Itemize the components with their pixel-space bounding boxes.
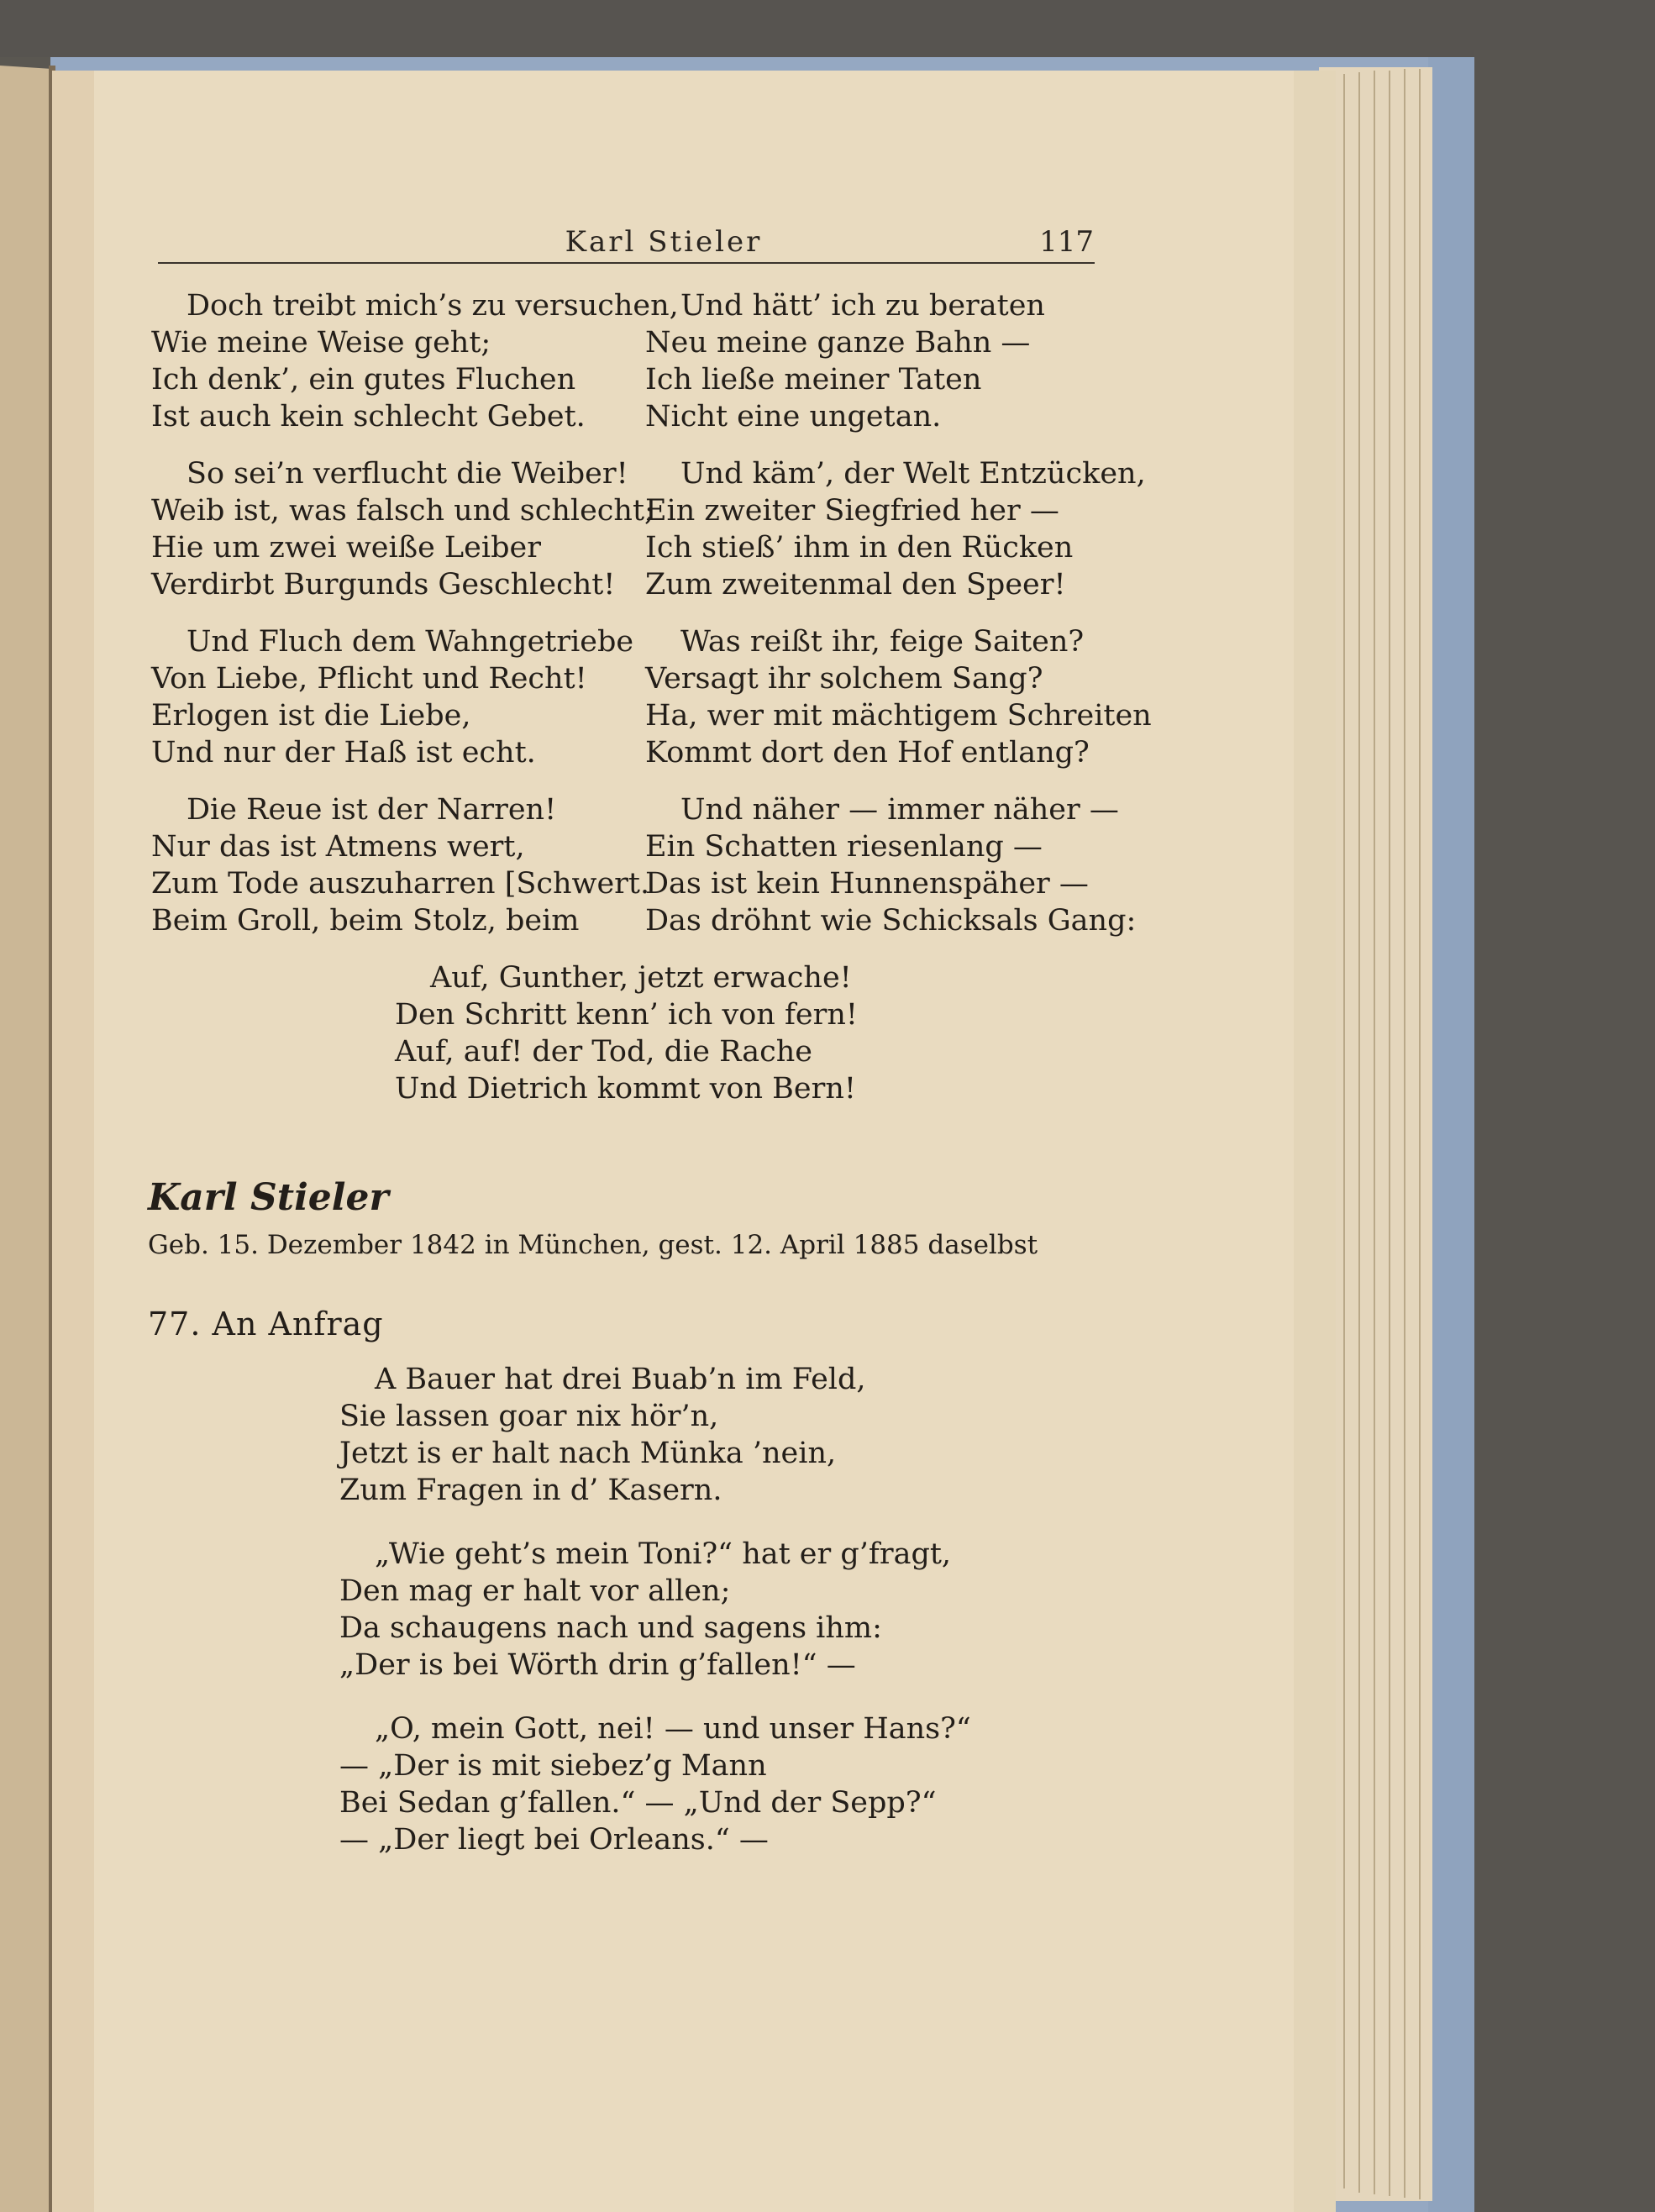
verse-line: Und käm’, der Welt Entzücken, [680,457,1146,491]
verse-line: Und hätt’ ich zu beraten [680,289,1045,323]
stanza [151,287,679,455]
verse-line: Und Dietrich kommt von Bern! [395,1072,856,1106]
verse-line: Zum Tode auszuharren [Schwert. [151,867,650,901]
verse-line: Weib ist, was falsch und schlecht; [151,494,654,528]
verse-line: Die Reue ist der Narren! [187,793,557,827]
verse-line: Neu meine ganze Bahn — [645,326,1031,360]
verse-line: Hie um zwei weiße Leiber [151,531,541,565]
author-biography: Geb. 15. Dezember 1842 in München, gest. 12. April 1885 daselbst [148,1230,1038,1260]
closing-stanza [395,959,983,1107]
verse-line: Den Schritt kenn’ ich von fern! [395,998,858,1032]
verse-line: Beim Groll, beim Stolz, beim [151,904,580,938]
verse-line: Und nur der Haß ist echt. [151,736,536,770]
page-number: 117 [1039,225,1094,259]
verse-line: Doch treibt mich’s zu versuchen, [187,289,679,323]
stanza [151,623,634,791]
stanza [151,455,654,623]
author-heading: Karl Stieler [148,1176,389,1219]
verse-line: Verdirbt Burgunds Geschlecht! [151,568,616,602]
verse-line: Und Fluch dem Wahngetriebe [187,625,634,659]
verse-line: „O, mein Gott, nei! — und unser Hans?“ [375,1712,971,1746]
verse-line: Zum Fragen in d’ Kasern. [339,1474,722,1507]
header-rule [158,262,1095,264]
verse-line: „Wie geht’s mein Toni?“ hat er g’fragt, [375,1537,952,1571]
stanza [151,791,650,959]
verse-line: Und näher — immer näher — [680,793,1119,827]
stanza [645,455,1146,623]
verse-line: Ha, wer mit mächtigem Schreiten [645,699,1152,733]
verse-line: Auf, auf! der Tod, die Rache [395,1035,812,1069]
verse-line: Ein Schatten riesenlang — [645,830,1043,864]
verse-line: Auf, Gunther, jetzt erwache! [430,961,852,995]
verse-line: Kommt dort den Hof entlang? [645,736,1090,770]
verse-line: — „Der liegt bei Orleans.“ — [339,1823,769,1857]
verse-line: Da schaugens nach und sagens ihm: [339,1611,882,1645]
verse-line: Bei Sedan g’fallen.“ — „Und der Sepp?“ [339,1786,937,1820]
left-page [0,66,52,2212]
verse-line: A Bauer hat drei Buab’n im Feld, [375,1363,866,1396]
verse-line: Nur das ist Atmens wert, [151,830,525,864]
running-title: Karl Stieler [565,225,763,259]
verse-line: Ich denk’, ein gutes Fluchen [151,363,576,397]
verse-line: Jetzt is er halt nach Münka ’nein, [339,1437,837,1470]
verse-line: Ein zweiter Siegfried her — [645,494,1059,528]
verse-line: Ich ließe meiner Taten [645,363,982,397]
verse-line: Das dröhnt wie Schicksals Gang: [645,904,1137,938]
poem-body [339,1361,1062,1885]
poem-title: 77. An Anfrag [148,1306,384,1342]
stanza [339,1536,1062,1710]
verse-line: Ich stieß’ ihm in den Rücken [645,531,1074,565]
verse-line: Von Liebe, Pflicht und Recht! [151,662,587,696]
verse-line: Den mag er halt vor allen; [339,1574,731,1608]
stanza [339,1361,1062,1536]
verse-line: Nicht eine ungetan. [645,400,942,433]
verse-line: Versagt ihr solchem Sang? [645,662,1043,696]
stanza [645,287,1116,455]
verse-line: So sei’n verflucht die Weiber! [187,457,628,491]
verse-line: Zum zweitenmal den Speer! [645,568,1066,602]
stanza [645,623,1152,791]
stanza [339,1710,1062,1885]
verse-line: Erlogen ist die Liebe, [151,699,471,733]
verse-line: Das ist kein Hunnenspäher — [645,867,1089,901]
verse-line: Was reißt ihr, feige Saiten? [680,625,1085,659]
verse-line: Sie lassen goar nix hör’n, [339,1400,719,1433]
verse-line: Wie meine Weise geht; [151,326,491,360]
verse-line: „Der is bei Wörth drin g’fallen!“ — [339,1648,856,1682]
left-column [151,287,679,959]
verse-line: — „Der is mit siebez’g Mann [339,1749,767,1783]
stanza [645,791,1137,959]
verse-line: Ist auch kein schlecht Gebet. [151,400,586,433]
right-column [645,287,1152,959]
